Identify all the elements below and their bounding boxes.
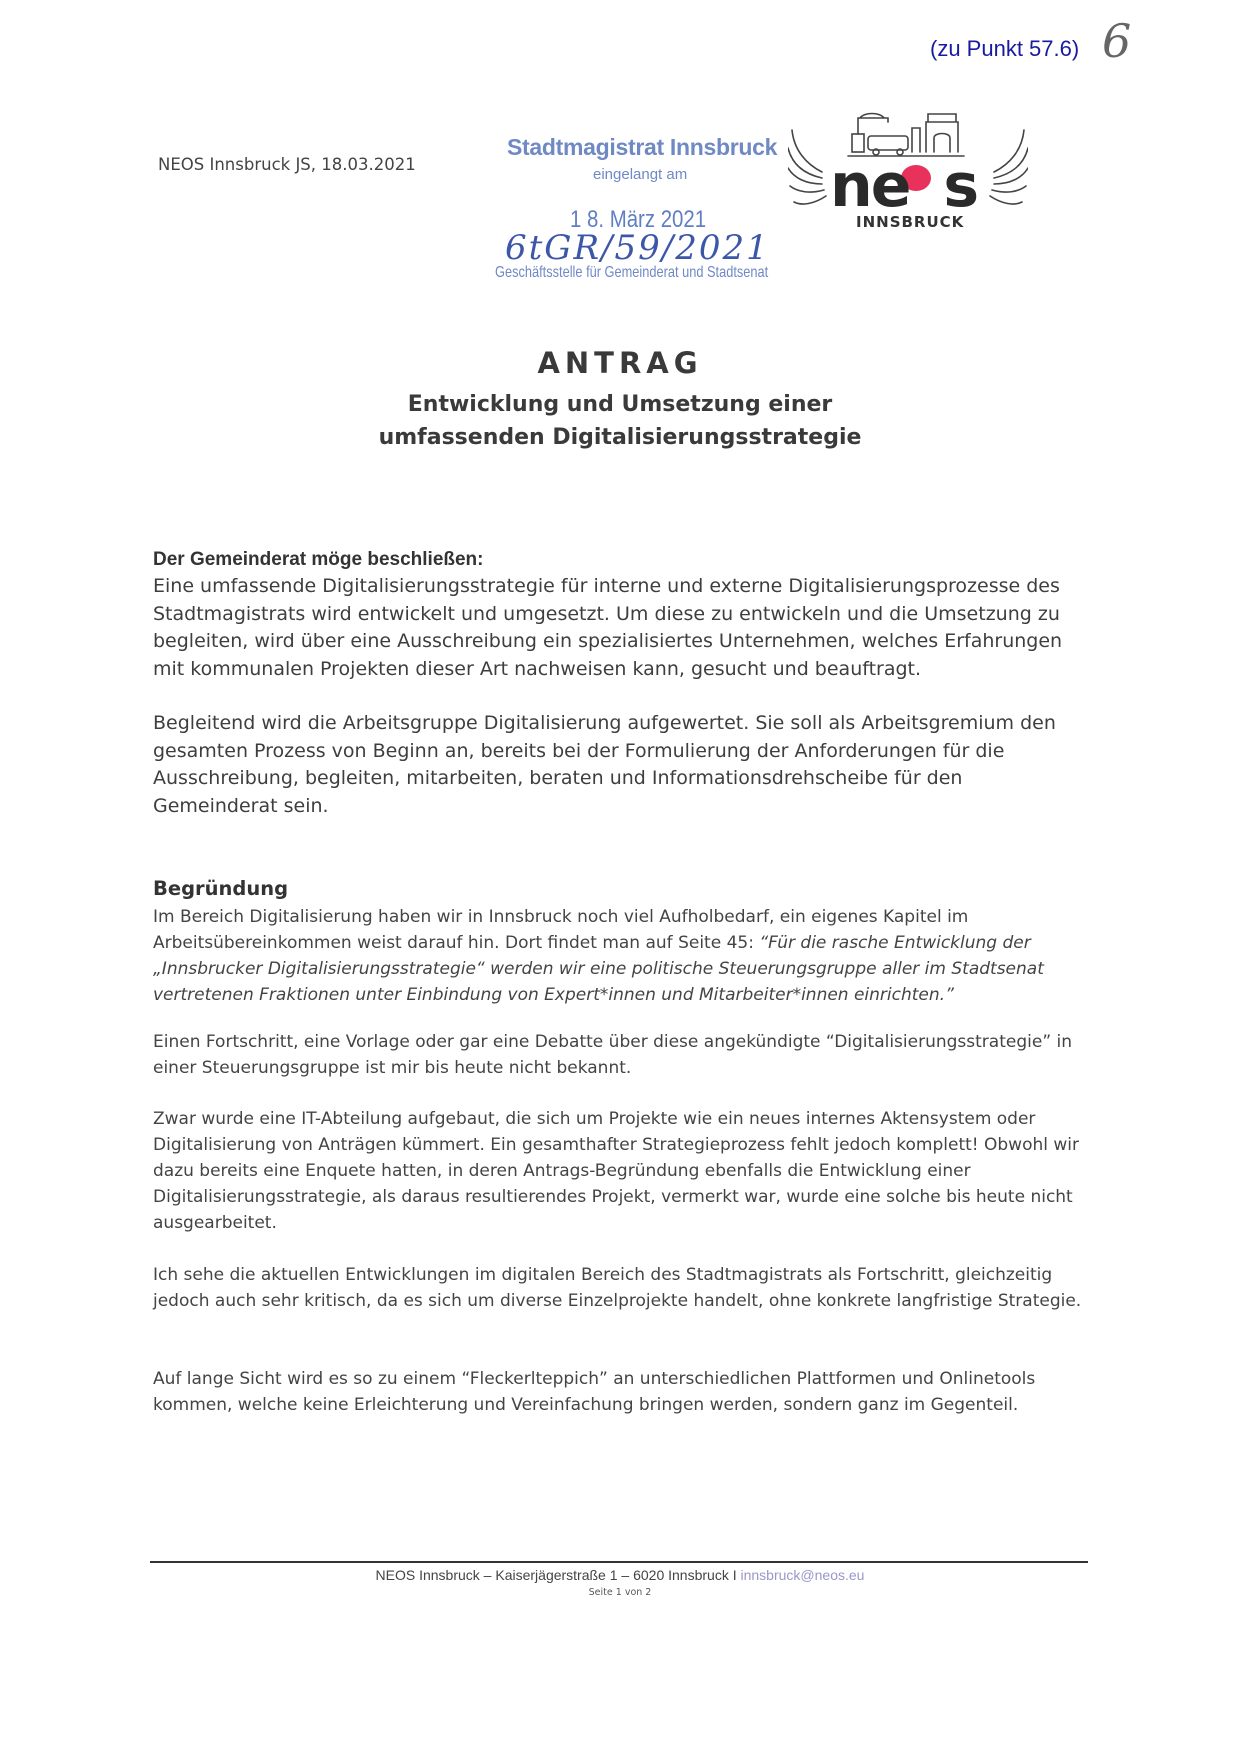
- footer-address-text: NEOS Innsbruck – Kaiserjägerstraße 1 – 6020 Innsbruck I: [375, 1567, 741, 1583]
- agenda-reference: (zu Punkt 57.6): [930, 36, 1080, 61]
- sender-line: NEOS Innsbruck JS, 18.03.2021: [158, 155, 416, 174]
- document-title: ANTRAG: [537, 346, 703, 380]
- footer-email-link[interactable]: innsbruck@neos.eu: [740, 1567, 865, 1583]
- logo-wordmark-left: ne: [830, 151, 910, 221]
- stamp-organization: Stadtmagistrat Innsbruck: [507, 134, 778, 160]
- footer-divider: [150, 1561, 1088, 1563]
- stamp-department: Geschäftsstelle für Gemeinderat und Stadtsenat: [495, 264, 769, 281]
- reasoning-quote: “Für die rasche Entwicklung der „Innsbrucker Digitalisierungsstrategie“ werden wir eine politische Steuerungsgruppe aller im Stadtsenat vertretenen Fraktionen unter Einbindung von Expert*innen und Mitarbeiter*innen einrichten.”: [153, 933, 1044, 1005]
- reasoning-heading: Begründung: [153, 877, 289, 900]
- neos-logo: [788, 112, 1028, 242]
- reasoning-paragraph-3-text: Zwar wurde eine IT-Abteilung aufgebaut, die sich um Projekte wie ein neues internes Aktensystem oder Digitalisierung von Anträgen kümmert. Ein gesamthafter Strategieprozess fehlt jedoch komplett! Obwohl wir dazu bereits eine Enquete hatten, in deren Antrags-Begründung ebenfalls die Entwicklung einer Digitalisierungsstrategie, als daraus resultierendes Projekt, vermerkt war, wurde eine solche bis heute nicht ausgearbeitet.: [153, 1109, 1079, 1233]
- motion-paragraph-2: [153, 710, 1083, 820]
- motion-paragraph-1-text: Eine umfassende Digitalisierungsstrategie für interne und externe Digitalisierungsprozesse des Stadtmagistrats wird entwickelt und umgesetzt. Um diese zu entwickeln und die Umsetzung zu begleiten, wird über eine Ausschreibung ein spezialisiertes Unternehmen, welches Erfahrungen mit kommunalen Projekten dieser Art nachweisen kann, gesucht und beauftragt.: [153, 575, 1063, 680]
- subtitle-line-2: umfassenden Digitalisierungsstrategie: [378, 425, 862, 450]
- reasoning-paragraph-1: [153, 904, 1083, 1008]
- stamp-received-label: eingelangt am: [593, 166, 688, 183]
- logo-city: INNSBRUCK: [856, 213, 965, 231]
- reasoning-paragraph-5: [153, 1366, 1083, 1418]
- motion-paragraph-2-text: Begleitend wird die Arbeitsgruppe Digitalisierung aufgewertet. Sie soll als Arbeitsgremium den gesamten Prozess von Beginn an, bereits bei der Formulierung der Anforderungen für die Ausschreibung, begleiten, mitarbeiten, beraten und Informationsdrehscheibe für den Gemeinderat sein.: [153, 712, 1056, 817]
- receipt-stamp: [495, 134, 795, 294]
- handwritten-page-number: 6: [1102, 14, 1132, 68]
- reasoning-paragraph-2: [153, 1029, 1083, 1081]
- reasoning-paragraph-3: [153, 1106, 1083, 1236]
- motion-heading: Der Gemeinderat möge beschließen:: [153, 549, 484, 570]
- logo-wordmark: [830, 151, 978, 221]
- footer-address: [0, 1567, 1240, 1583]
- page-number: Seite 1 von 2: [588, 1587, 652, 1598]
- logo-wordmark-right: s: [943, 151, 978, 221]
- document-subtitle: [0, 388, 1240, 454]
- motion-paragraph-1: [153, 573, 1083, 683]
- reasoning-paragraph-1-text: Im Bereich Digitalisierung haben wir in Innsbruck noch viel Aufholbedarf, ein eigenes Kapitel im Arbeitsübereinkommen weist darauf hin. Dort findet man auf Seite 45:: [153, 907, 969, 953]
- subtitle-line-1: Entwicklung und Umsetzung einer: [407, 392, 833, 417]
- reasoning-paragraph-2-text: Einen Fortschritt, eine Vorlage oder gar eine Debatte über diese angekündigte “Digitalisierungsstrategie” in einer Steuerungsgruppe ist mir bis heute nicht bekannt.: [153, 1032, 1073, 1078]
- stamp-reference-number: 6tGR/59/2021: [505, 228, 770, 268]
- reasoning-paragraph-5-text: Auf lange Sicht wird es so zu einem “Fleckerlteppich” an unterschiedlichen Plattformen und Onlinetools kommen, welche keine Erleichterung und Vereinfachung bringen werden, sondern ganz im Gegenteil.: [153, 1369, 1036, 1415]
- reasoning-paragraph-4: [153, 1262, 1083, 1314]
- stamp-date: 1 8. März 2021: [570, 206, 707, 233]
- reasoning-paragraph-4-text: Ich sehe die aktuellen Entwicklungen im digitalen Bereich des Stadtmagistrats als Fortschritt, gleichzeitig jedoch auch sehr kritisch, da es sich um diverse Einzelprojekte handelt, ohne konkrete langfristige Strategie.: [153, 1265, 1082, 1311]
